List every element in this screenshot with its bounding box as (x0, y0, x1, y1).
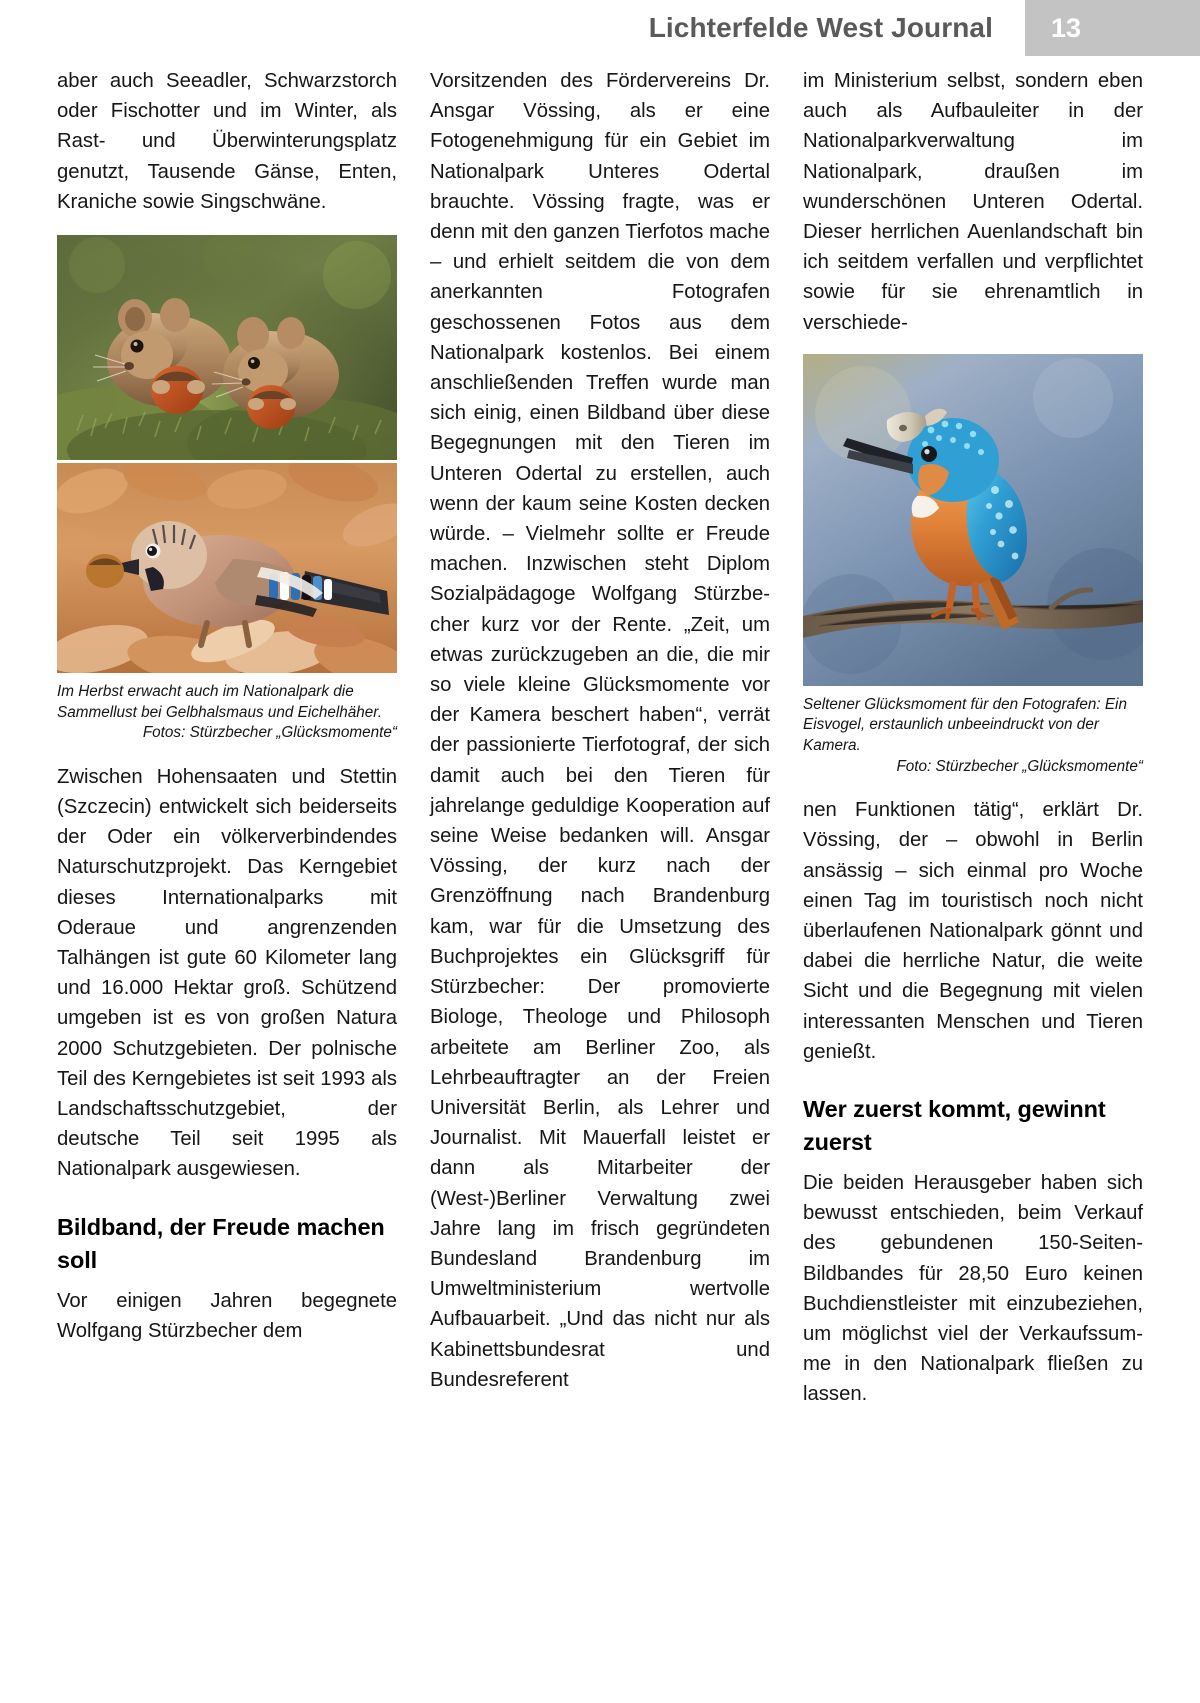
right-caption-block (803, 695, 1143, 777)
page-number: 13 (1051, 13, 1082, 43)
masthead (0, 0, 1200, 56)
column-middle (430, 66, 770, 1410)
left-paragraph-3: Vor einigen Jahren begegnete Wolfgang Stürzbecher dem (57, 1289, 397, 1342)
photo-yellow-necked-mice (57, 235, 397, 460)
left-caption-block (57, 682, 397, 744)
right-paragraph-2: nen Funktionen tätig“, erklärt Dr. Vössing, der – obwohl in Berlin ansässig – sich einmal pro Woche einen Tag im touristisch noch nicht überlaufenen Nationalpark gönnt und dabei die herrliche Natur, die weite Sicht und die Begegnung mit vielen interessanten Menschen und Tieren genießt. (803, 799, 1143, 1063)
jay-photo-graphic (57, 463, 397, 673)
photo-eurasian-jay (57, 463, 397, 673)
column-right (803, 66, 1143, 1410)
kingfisher-photo-graphic (803, 354, 1143, 686)
photo-kingfisher (803, 354, 1143, 686)
left-photo-caption: Im Herbst erwacht auch im Nationalpark die Sammellust bei Gelbhalsmaus und Eichelhäher. (57, 683, 383, 721)
right-paragraph-3: Die beiden Herausgeber haben sich bewusst entschieden, beim Verkauf des gebundenen 150-Seiten-Bildbandes für 28,50 Euro keinen Buchdienstleister mit einzubeziehen, um möglichst viel der Verkaufssumme in den Nationalpark fließen zu lassen. (803, 1172, 1143, 1406)
right-photo-caption: Seltener Glücksmoment für den Fotografen: Ein Eisvogel, erstaunlich unbeeindruckt von der Kamera. (803, 695, 1127, 755)
column-left (57, 66, 397, 1410)
mice-photo-graphic (57, 235, 397, 460)
right-paragraph-1: im Ministerium selbst, sondern eben auch als Aufbauleiter in der Nationalparkverwaltung im Nationalpark, draußen im wunderschönen Unteren Odertal. Dieser herrlichen Auenlandschaft bin ich seitdem verfallen und verpflichtet sowie für sie ehrenamtlich in verschiede- (803, 70, 1143, 334)
left-photo-credit: Fotos: Stürzbecher „Glücksmomente“ (142, 724, 397, 742)
right-photo-credit: Foto: Stürzbecher „Glücksmomente“ (896, 757, 1143, 775)
left-paragraph-1: aber auch Seeadler, Schwarzstorch oder Fischotter und im Winter, als Rast- und Überwinterungsplatz genutzt, Tausende Gänse, Enten, Kraniche sowie Singschwäne. (57, 70, 397, 213)
left-section-heading: Bildband, der Freude machen soll (57, 1213, 385, 1273)
middle-paragraph-1: Vorsitzenden des Fördervereins Dr. Ansgar Vössing, als er eine Fotogenehmigung für ein Gebiet im Nationalpark Unteres Odertal brauchte. Vössing fragte, was er denn mit den ganzen Tierfotos mache – und erhielt seitdem die von dem anerkannten Fotografen geschossenen Fotos aus dem Nationalpark kostenlos. Bei einem anschließenden Treffen wurde man sich einig, einen Bildband über diese Begegnungen mit den Tieren im Unteren Odertal zu erstellen, auch wenn der kaum seine Kosten decken würde. – Vielmehr sollte er Freude machen. Inzwischen steht Diplom Sozialpädagoge Wolfgang Stürzbecher kurz vor der Rente. „Zeit, um etwas zurückzugeben an die, die mir so viele kleine Glücksmomente vor der Kamera beschert haben“, verrät der passionierte Tierfotograf, der sich damit auch bei den Tieren für jahrelange geduldige Kooperation auf seine Weise bedanken will. Ansgar Vössing, der kurz nach der Grenzöffnung nach Brandenburg kam, war für die Umsetzung des Buchprojektes ein Glücksgriff für Stürzbecher: Der promovierte Biologe, Theologe und Philosoph arbeitete am Berliner Zoo, als Lehrbeauftragter an der Freien Universität Berlin, als Lehrer und Journalist. Mit Mauerfall leistet er dann als Mitarbeiter der (West-)Berliner Verwaltung zwei Jahre lang im frisch gegründeten Bundesland Brandenburg im Umweltministerium wertvolle Aufbauarbeit. „Und das nicht nur als Kabinettsbundesrat und Bundesreferent (430, 70, 770, 1391)
right-section-heading: Wer zuerst kommt, gewinnt zuerst (803, 1096, 1106, 1156)
article-columns (57, 66, 1143, 1410)
left-paragraph-2: Zwischen Hohensaaten und Stettin (Szczecin) entwickelt sich beiderseits der Oder ein völkerverbindendes Naturschutzprojekt. Das Kerngebiet dieses Internationalparks mit Oderaue und angrenzenden Talhängen ist gute 60 Kilometer lang und 16.000 Hektar groß. Schützend umgeben ist es von großen Natura 2000 Schutzgebieten. Der polnische Teil des Kerngebietes ist seit 1993 als Landschaftsschutzgebiet, der deutsche Teil seit 1995 als Nationalpark ausgewiesen. (57, 765, 397, 1181)
journal-title: Lichterfelde West Journal (648, 12, 993, 43)
page-number-box (1025, 0, 1200, 56)
